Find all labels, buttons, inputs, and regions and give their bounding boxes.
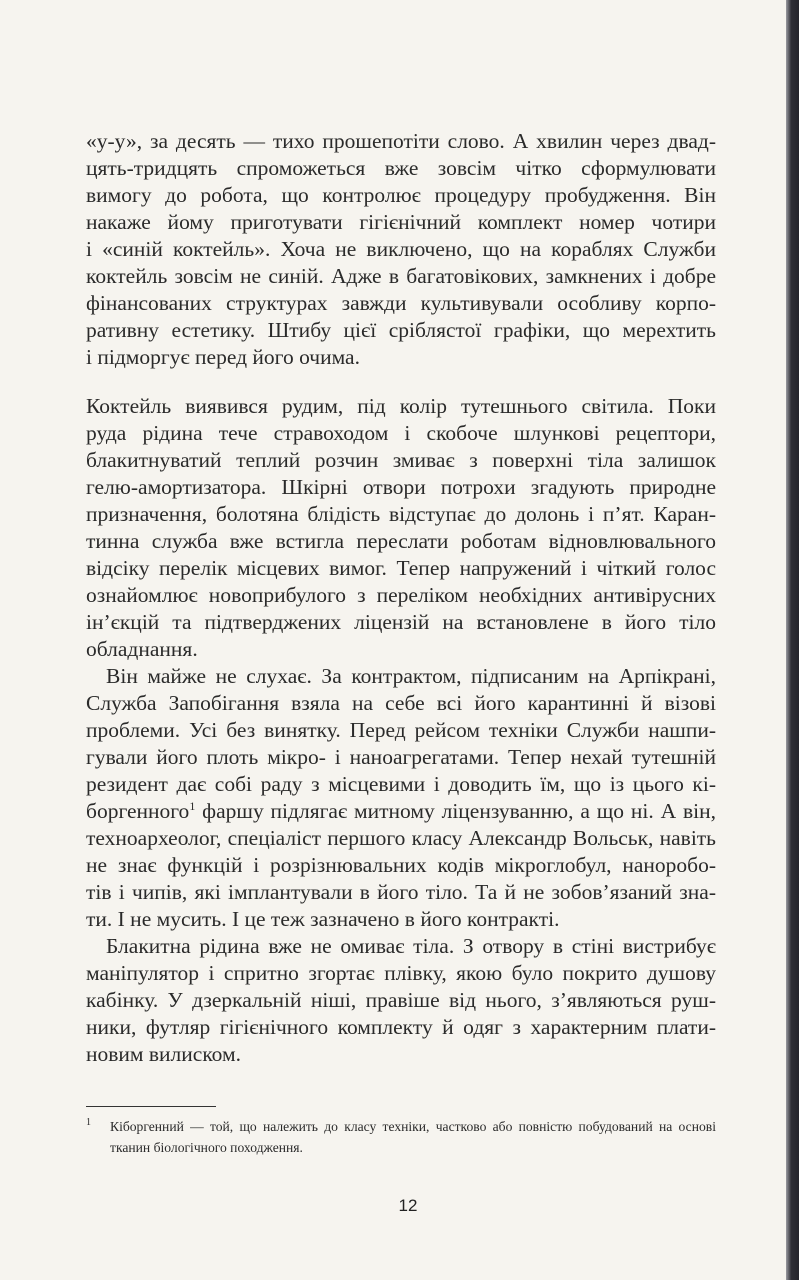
text-line: тинна служба вже встигла переслати роботам відновлювального (86, 529, 716, 553)
text-fragment: боргенного (86, 799, 190, 823)
text-line: і підморгує перед його очима. (86, 345, 360, 369)
text-line: проблеми. Усі без винятку. Перед рейсом техніки Служби нашпи- (86, 718, 716, 742)
body-text (86, 128, 716, 1068)
footnote-reference[interactable]: 1 (189, 798, 196, 813)
text-line: маніпулятор і спритно згортає плівку, якою було покрито душову (86, 961, 716, 985)
text-line: резидент дає собі раду з місцевими і доводить їм, що із цього кі- (86, 772, 716, 796)
text-line: ники, футляр гігієнічного комплекту й одяг з характерним плати- (86, 1015, 716, 1039)
text-line: гелю-амортизатора. Шкірні отвори потрохи згадують природне (86, 475, 716, 499)
paragraph (86, 663, 716, 933)
text-line: блакитнуватий теплий розчин змиває з поверхні тіла залишок (86, 448, 716, 472)
text-line: і «синій коктейль». Хоча не виключено, що на кораблях Служби (86, 237, 716, 261)
text-line: Він майже не слухає. За контрактом, підписаним на Арпікрані, (106, 664, 716, 688)
text-line: Коктейль виявився рудим, під колір тутешнього світила. Поки (86, 394, 716, 418)
text-line: руда рідина тече стравоходом і скобоче шлункові рецептори, (86, 421, 716, 445)
text-line: накаже йому приготувати гігієнічний комплект номер чотири (86, 210, 716, 234)
text-line: «у-у», за десять — тихо прошепотіти слово. А хвилин через двад- (86, 129, 716, 153)
footnote-line: тканин біологічного походження. (110, 1140, 303, 1155)
text-line: Блакитна рідина вже не омиває тіла. З отвору в стіні вистрибує (106, 934, 716, 958)
footnote (86, 1116, 716, 1158)
text-line: гували його плоть мікро- і наноагрегатами. Тепер нехай тутешній (86, 745, 716, 769)
text-line: фінансованих структурах завжди культивували особливу корпо- (86, 291, 716, 315)
text-line: кабінку. У дзеркальній ніші, правіше від нього, з’являються руш- (86, 988, 716, 1012)
text-line (86, 798, 716, 825)
text-line: Служба Запобігання взяла на себе всі його карантинні й візові (86, 691, 716, 715)
footnote-line: Кіборгенний — той, що належить до класу техніки, частково або повністю побудований на основі (110, 1119, 716, 1134)
text-line: вимогу до робота, що контролює процедуру пробудження. Він (86, 183, 716, 207)
text-line: ін’єкцій та підтверджених ліцензій на встановлене в його тіло (86, 610, 716, 634)
text-line: не знає функцій і розрізнювальних кодів мікроглобул, наноробо- (86, 853, 716, 877)
text-line: ти. І не мусить. І це теж зазначено в його контракті. (86, 907, 560, 931)
text-fragment: фаршу підлягає митному ліцензуванню, а що ні. А він, (195, 799, 716, 823)
page-number: 12 (398, 1196, 418, 1215)
text-line: тів і чипів, які імплантували в його тіло. Та й не зобов’язаний зна- (86, 880, 716, 904)
paragraph (86, 128, 716, 371)
text-line: техноархеолог, спеціаліст першого класу Александр Вольськ, навіть (86, 826, 716, 850)
text-line: ративну естетику. Штибу цієї сріблястої графіки, що мерехтить (86, 318, 716, 342)
book-edge (786, 0, 799, 1280)
footnote-mark: 1 (86, 1117, 91, 1128)
text-line: ознайомлює новоприбулого з переліком необхідних антивірусних (86, 583, 716, 607)
text-line: призначення, болотяна блідість відступає до долонь і п’ят. Каран- (86, 502, 716, 526)
text-line: обладнання. (86, 637, 198, 661)
paragraph (86, 933, 716, 1068)
text-line: новим вилиском. (86, 1042, 242, 1066)
paragraph (86, 393, 716, 663)
footnote-divider (86, 1106, 216, 1107)
text-line: коктейль зовсім не синій. Адже в багатовікових, замкнених і добре (86, 264, 716, 288)
text-line: цять-тридцять спроможеться вже зовсім чітко сформулювати (86, 156, 716, 180)
text-line: відсіку перелік місцевих вимог. Тепер напружений і чіткий голос (86, 556, 716, 580)
